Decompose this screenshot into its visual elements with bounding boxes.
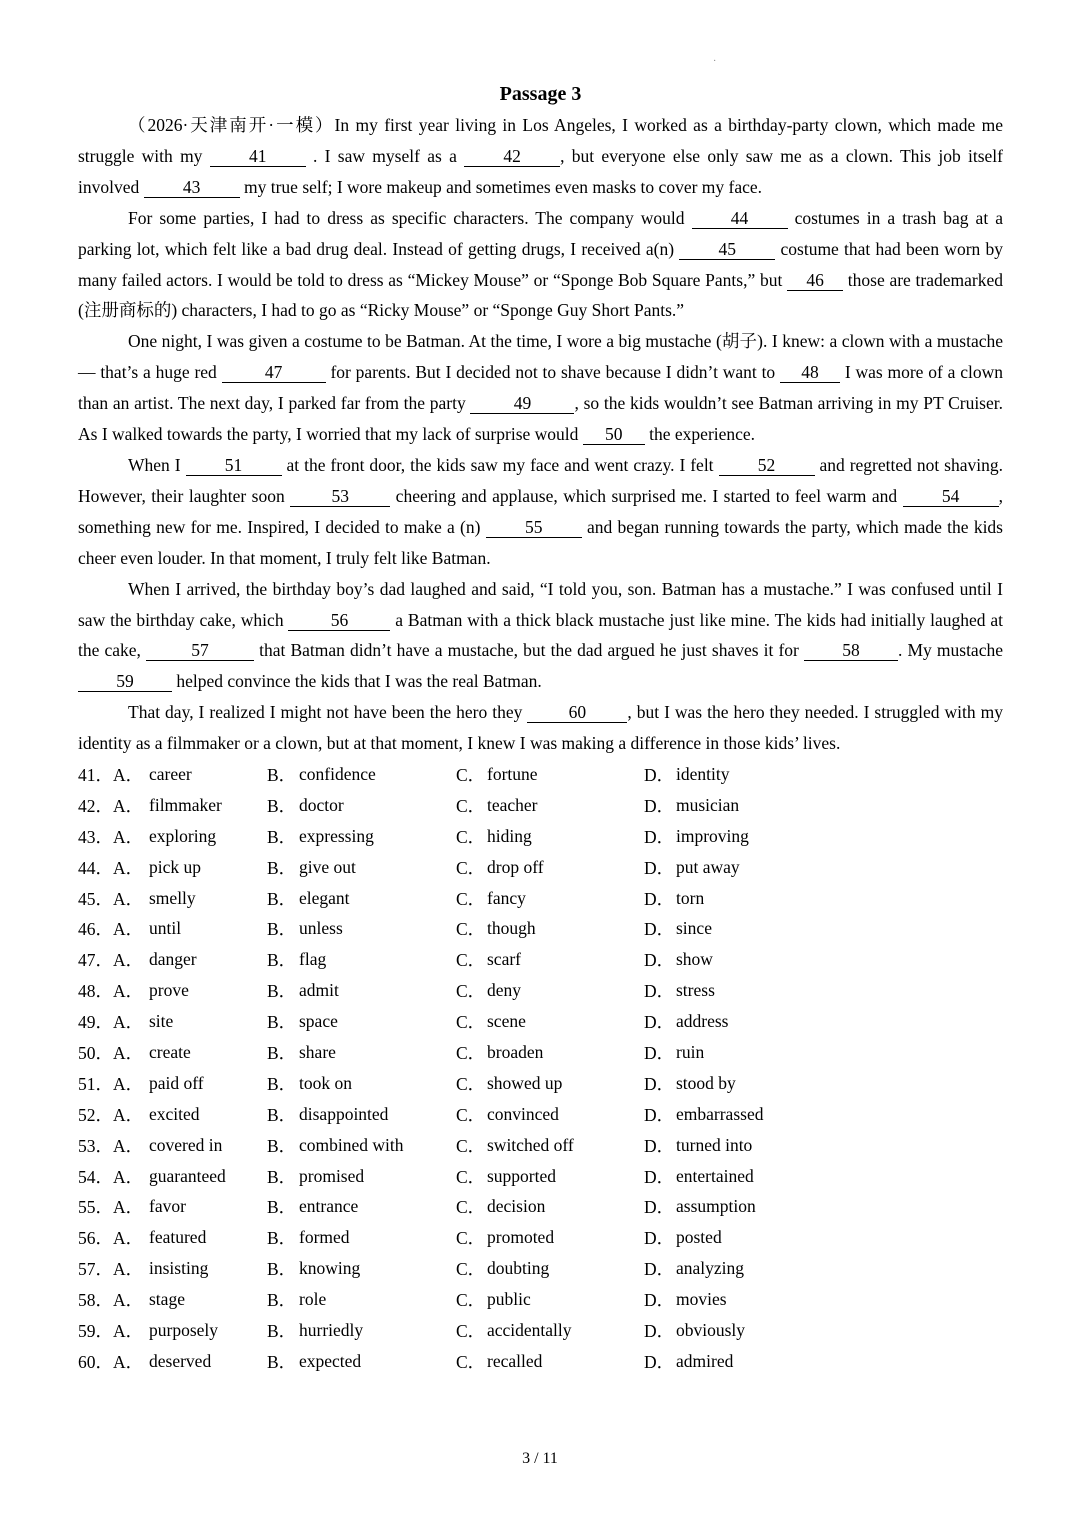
question-number: 56．: [78, 1228, 113, 1249]
passage-text: those are trademarked (注册商标的) characters, I had to go as “Ricky Mouse” or “Sponge Guy Short Pants.”: [78, 269, 1003, 321]
option-a: smelly: [149, 887, 196, 908]
answer-blank: 59: [78, 671, 172, 692]
option-letter-a: A．: [113, 950, 144, 971]
option-letter-c: C．: [456, 1104, 486, 1125]
option-d: analyzing: [676, 1258, 745, 1279]
option-d: stood by: [676, 1072, 736, 1093]
option-letter-c: C．: [456, 1042, 486, 1063]
option-b: share: [299, 1041, 336, 1062]
option-b: admit: [299, 980, 339, 1001]
option-b: entrance: [299, 1196, 359, 1217]
option-letter-b: B．: [267, 888, 297, 909]
question-number: 48．: [78, 981, 113, 1002]
passage-text: That day, I realized I might not have been the hero they: [128, 702, 528, 723]
passage-text: For some parties, I had to dress as specific characters. The company would: [128, 207, 692, 228]
option-letter-d: D．: [644, 1166, 675, 1187]
option-b: space: [299, 1011, 338, 1032]
option-letter-d: D．: [644, 1228, 675, 1249]
option-b: flag: [299, 949, 327, 970]
option-letter-d: D．: [644, 919, 675, 940]
option-a: excited: [149, 1103, 200, 1124]
option-c: fancy: [487, 887, 526, 908]
option-d: movies: [676, 1289, 727, 1310]
option-a: paid off: [149, 1072, 204, 1093]
option-letter-a: A．: [113, 1197, 144, 1218]
option-letter-d: D．: [644, 888, 675, 909]
option-letter-d: D．: [644, 1321, 675, 1341]
option-letter-b: B．: [267, 919, 297, 940]
option-letter-c: C．: [456, 1228, 486, 1249]
passage-text: at the front door, the kids saw my face and went crazy. I felt: [281, 454, 719, 475]
passage-text: , something new for me. Inspired, I decided to make a (n): [78, 485, 1003, 537]
option-letter-a: A．: [113, 1321, 144, 1341]
option-row: [78, 1130, 856, 1161]
option-row: [78, 852, 856, 883]
question-number: 43．: [78, 826, 113, 847]
answer-blank: 49: [470, 393, 574, 414]
option-c: broaden: [487, 1041, 544, 1062]
option-letter-c: C．: [456, 950, 486, 971]
option-letter-b: B．: [267, 981, 297, 1002]
question-number: 57．: [78, 1259, 113, 1280]
question-number: 54．: [78, 1166, 113, 1187]
option-c: convinced: [487, 1103, 559, 1124]
answer-blank: 52: [719, 455, 815, 476]
passage-paragraph: [78, 203, 1003, 327]
option-letter-b: B．: [267, 1197, 297, 1218]
option-a: danger: [149, 949, 197, 970]
option-c: decision: [487, 1196, 546, 1217]
option-letter-a: A．: [113, 795, 144, 816]
passage-paragraph: [78, 574, 1003, 698]
option-letter-b: B．: [267, 826, 297, 847]
passage-text: . I saw myself as a: [305, 145, 465, 166]
option-letter-d: D．: [644, 1259, 675, 1280]
question-number: 55．: [78, 1197, 113, 1218]
passage-text: , so the kids wouldn’t see Batman arriving in my PT Cruiser. As I walked towards the party, I worried that my lack of surprise would: [78, 393, 1003, 445]
question-number: 53．: [78, 1135, 113, 1156]
option-b: disappointed: [299, 1103, 389, 1124]
option-row: [78, 975, 856, 1006]
answer-blank: 51: [186, 455, 282, 476]
option-letter-c: C．: [456, 1073, 486, 1094]
option-a: covered in: [149, 1134, 223, 1155]
option-letter-a: A．: [113, 1042, 144, 1063]
option-letter-c: C．: [456, 1135, 486, 1156]
option-c: deny: [487, 980, 522, 1001]
option-row: [78, 1222, 856, 1253]
option-d: admired: [676, 1350, 734, 1371]
option-c: accidentally: [487, 1320, 572, 1340]
option-letter-c: C．: [456, 1197, 486, 1218]
option-d: assumption: [676, 1196, 756, 1217]
option-a: deserved: [149, 1350, 212, 1371]
option-letter-b: B．: [267, 1135, 297, 1156]
option-c: switched off: [487, 1134, 574, 1155]
option-row: [78, 1099, 856, 1130]
option-d: identity: [676, 763, 730, 784]
option-letter-a: A．: [113, 764, 144, 785]
question-number: 41．: [78, 764, 113, 785]
option-a: filmmaker: [149, 794, 222, 815]
option-letter-d: D．: [644, 950, 675, 971]
option-a: pick up: [149, 856, 202, 877]
answer-blank: 53: [290, 486, 390, 507]
passage-text: I was more of a clown than an artist. The next day, I parked far from the party: [78, 362, 1003, 414]
option-a: career: [149, 763, 192, 784]
option-letter-a: A．: [113, 1351, 144, 1372]
option-d: stress: [676, 980, 715, 1001]
answer-blank: 60: [527, 702, 627, 723]
option-b: formed: [299, 1227, 350, 1248]
option-c: teacher: [487, 794, 538, 815]
document-page: [78, 78, 1003, 1377]
option-d: embarrassed: [676, 1103, 764, 1124]
page-separator: /: [534, 1450, 539, 1467]
option-c: showed up: [487, 1072, 563, 1093]
option-d: address: [676, 1011, 729, 1032]
option-letter-b: B．: [267, 950, 297, 971]
passage-text: and began running towards the party, which made the kids cheer even louder. In that moment, I truly felt like Batman.: [78, 516, 1003, 568]
option-letter-a: A．: [113, 1012, 144, 1033]
question-number: 52．: [78, 1104, 113, 1125]
option-b: unless: [299, 918, 343, 939]
option-d: put away: [676, 856, 740, 877]
question-number: 59．: [78, 1321, 113, 1341]
option-row: [78, 1006, 856, 1037]
option-letter-b: B．: [267, 795, 297, 816]
option-d: obviously: [676, 1320, 746, 1340]
option-row: [78, 944, 856, 975]
passage-text: When I arrived, the birthday boy’s dad laughed and said, “I told you, son. Batman has a mustache.” I was confused until I saw the birthday cake, which: [78, 578, 1003, 630]
option-a: create: [149, 1041, 191, 1062]
page-current: 3: [522, 1450, 531, 1467]
answer-blank: 46: [787, 270, 843, 291]
page-total: 11: [542, 1450, 558, 1467]
option-d: entertained: [676, 1165, 754, 1186]
question-number: 51．: [78, 1073, 113, 1094]
option-d: torn: [676, 887, 705, 908]
option-letter-d: D．: [644, 1042, 675, 1063]
answer-blank: 42: [464, 146, 560, 167]
option-letter-d: D．: [644, 795, 675, 816]
passage-text: and regretted not shaving. However, their laughter soon: [78, 454, 1003, 506]
answer-blank: 56: [288, 610, 390, 631]
option-row: [78, 759, 856, 790]
option-letter-c: C．: [456, 1166, 486, 1187]
option-letter-c: C．: [456, 1012, 486, 1033]
option-b: role: [299, 1289, 327, 1310]
option-row: [78, 1346, 856, 1377]
passage-text: my true self; I wore makeup and sometimes even masks to cover my face.: [239, 176, 763, 197]
option-a: insisting: [149, 1258, 209, 1279]
passage-text: . My mustache: [898, 640, 1003, 661]
option-c: scene: [487, 1011, 526, 1032]
option-letter-b: B．: [267, 857, 297, 878]
passage-text: cheering and applause, which surprised me. I started to feel warm and: [390, 485, 903, 506]
passage-text: When I: [128, 454, 186, 475]
option-b: combined with: [299, 1134, 404, 1155]
option-d: improving: [676, 825, 749, 846]
option-d: musician: [676, 794, 740, 815]
answer-blank: 58: [804, 640, 898, 661]
passage-text: costume that had been worn by many failed actors. I would be told to dress as “Mickey Mouse” or “Sponge Bob Square Pants,” but: [78, 238, 1003, 290]
option-letter-d: D．: [644, 764, 675, 785]
passage-paragraph: [78, 326, 1003, 450]
option-letter-c: C．: [456, 826, 486, 847]
question-number: 58．: [78, 1290, 113, 1311]
passage-text: costumes in a trash bag at a parking lot, which felt like a bad drug deal. Instead of getting drugs, I received a(n): [78, 207, 1003, 259]
answer-blank: 45: [679, 239, 775, 260]
answer-blank: 57: [146, 640, 254, 661]
option-letter-c: C．: [456, 795, 486, 816]
option-letter-c: C．: [456, 764, 486, 785]
option-b: give out: [299, 856, 356, 877]
question-number: 50．: [78, 1042, 113, 1063]
option-d: turned into: [676, 1134, 753, 1155]
answer-blank: 54: [903, 486, 999, 507]
option-c: supported: [487, 1165, 557, 1186]
option-letter-d: D．: [644, 1135, 675, 1156]
option-a: prove: [149, 980, 189, 1001]
question-number: 47．: [78, 950, 113, 971]
option-letter-c: C．: [456, 919, 486, 940]
option-b: expected: [299, 1350, 362, 1371]
option-letter-a: A．: [113, 919, 144, 940]
option-letter-b: B．: [267, 1351, 297, 1372]
option-b: took on: [299, 1072, 352, 1093]
option-letter-d: D．: [644, 826, 675, 847]
passage-text: for parents. But I decided not to shave because I didn’t want to: [325, 362, 780, 383]
option-letter-a: A．: [113, 1228, 144, 1249]
option-d: show: [676, 949, 713, 970]
option-b: hurriedly: [299, 1320, 364, 1340]
option-row: [78, 790, 856, 821]
option-row: [78, 1192, 856, 1223]
option-letter-c: C．: [456, 1321, 486, 1341]
option-d: posted: [676, 1227, 722, 1248]
option-d: since: [676, 918, 712, 939]
option-letter-b: B．: [267, 764, 297, 785]
option-c: scarf: [487, 949, 522, 970]
option-c: promoted: [487, 1227, 555, 1248]
passage-text: helped convince the kids that I was the real Batman.: [172, 671, 542, 692]
option-letter-b: B．: [267, 1228, 297, 1249]
question-number: 42．: [78, 795, 113, 816]
answer-blank: 48: [780, 362, 840, 383]
passage-text: the experience.: [644, 424, 756, 445]
option-letter-d: D．: [644, 981, 675, 1002]
option-letter-a: A．: [113, 826, 144, 847]
page-marker-dot: ·: [713, 56, 717, 67]
option-a: until: [149, 918, 182, 939]
option-c: recalled: [487, 1350, 543, 1371]
option-letter-a: A．: [113, 1259, 144, 1280]
passage-paragraph: [78, 697, 1003, 759]
option-letter-d: D．: [644, 1073, 675, 1094]
option-row: [78, 1284, 856, 1315]
option-letter-b: B．: [267, 1259, 297, 1280]
answer-blank: 43: [144, 177, 240, 198]
question-number: 60．: [78, 1351, 113, 1372]
option-letter-a: A．: [113, 981, 144, 1002]
answer-blank: 47: [222, 362, 326, 383]
option-letter-c: C．: [456, 1351, 486, 1372]
option-letter-c: C．: [456, 981, 486, 1002]
passage-text: a Batman with a thick black mustache just like mine. The kids had initially laughed at the cake,: [78, 609, 1004, 661]
option-letter-d: D．: [644, 857, 675, 878]
passage-text: , but everyone else only saw me as a clown. This job itself involved: [78, 145, 1003, 197]
option-letter-c: C．: [456, 857, 486, 878]
option-letter-a: A．: [113, 1166, 144, 1187]
option-letter-a: A．: [113, 888, 144, 909]
option-letter-c: C．: [456, 1259, 486, 1280]
option-letter-d: D．: [644, 1197, 675, 1218]
option-letter-c: C．: [456, 888, 486, 909]
option-row: [78, 1161, 856, 1192]
option-row: [78, 1315, 856, 1346]
option-c: public: [487, 1289, 531, 1310]
option-b: promised: [299, 1165, 365, 1186]
passage-text: , but I was the hero they needed. I struggled with my identity as a filmmaker or a clown, but at that moment, I knew I was making a difference in those kids’ lives.: [78, 702, 1003, 754]
option-letter-a: A．: [113, 857, 144, 878]
option-c: drop off: [487, 856, 544, 877]
option-a: site: [149, 1011, 174, 1032]
answer-blank: 41: [210, 146, 306, 167]
question-number: 49．: [78, 1012, 113, 1033]
option-b: doctor: [299, 794, 344, 815]
answer-blank: 44: [692, 208, 788, 229]
option-c: fortune: [487, 763, 538, 784]
option-b: elegant: [299, 887, 350, 908]
option-c: though: [487, 918, 536, 939]
option-c: doubting: [487, 1258, 550, 1279]
passage-title: Passage 3: [499, 83, 582, 105]
passage-text: One night, I was given a costume to be Batman. At the time, I wore a big mustache (胡子). I knew: a clown with a mustache — that’s a huge red: [78, 331, 1003, 383]
option-letter-a: A．: [113, 1135, 144, 1156]
option-letter-b: B．: [267, 1290, 297, 1311]
option-c: hiding: [487, 825, 532, 846]
option-b: expressing: [299, 825, 374, 846]
option-a: stage: [149, 1289, 185, 1310]
answer-blank: 55: [486, 517, 582, 538]
passage-text: （2026·天津南开·一模）In my first year living in Los Angeles, I worked as a birthday-party clown, which made me struggle with my: [78, 115, 1003, 166]
option-letter-b: B．: [267, 1104, 297, 1125]
option-a: favor: [149, 1196, 186, 1217]
option-row: [78, 821, 856, 852]
option-a: exploring: [149, 825, 217, 846]
option-letter-a: A．: [113, 1073, 144, 1094]
passage-paragraph: [78, 450, 1003, 574]
option-d: ruin: [676, 1041, 705, 1062]
option-a: featured: [149, 1227, 207, 1248]
page-number: [0, 1450, 1080, 1468]
option-letter-c: C．: [456, 1290, 486, 1311]
answer-blank: 50: [583, 424, 645, 445]
option-letter-b: B．: [267, 1012, 297, 1033]
option-letter-b: B．: [267, 1073, 297, 1094]
option-letter-a: A．: [113, 1290, 144, 1311]
option-letter-b: B．: [267, 1166, 297, 1187]
option-a: purposely: [149, 1320, 219, 1340]
option-letter-d: D．: [644, 1290, 675, 1311]
option-row: [78, 1037, 856, 1068]
option-a: guaranteed: [149, 1165, 226, 1186]
options-table: [78, 759, 856, 1377]
question-number: 44．: [78, 857, 113, 878]
option-letter-d: D．: [644, 1012, 675, 1033]
passage-body: [78, 110, 1003, 759]
option-row: [78, 1253, 856, 1284]
passage-paragraph: [78, 110, 1003, 203]
passage-text: that Batman didn’t have a mustache, but the dad argued he just shaves it for: [254, 640, 804, 661]
option-row: [78, 913, 856, 944]
question-number: 46．: [78, 919, 113, 940]
option-row: [78, 1068, 856, 1099]
question-number: 45．: [78, 888, 113, 909]
option-b: knowing: [299, 1258, 361, 1279]
option-letter-d: D．: [644, 1104, 675, 1125]
option-letter-b: B．: [267, 1042, 297, 1063]
option-letter-d: D．: [644, 1351, 675, 1372]
option-letter-a: A．: [113, 1104, 144, 1125]
option-letter-b: B．: [267, 1321, 297, 1341]
option-row: [78, 883, 856, 914]
option-b: confidence: [299, 763, 376, 784]
